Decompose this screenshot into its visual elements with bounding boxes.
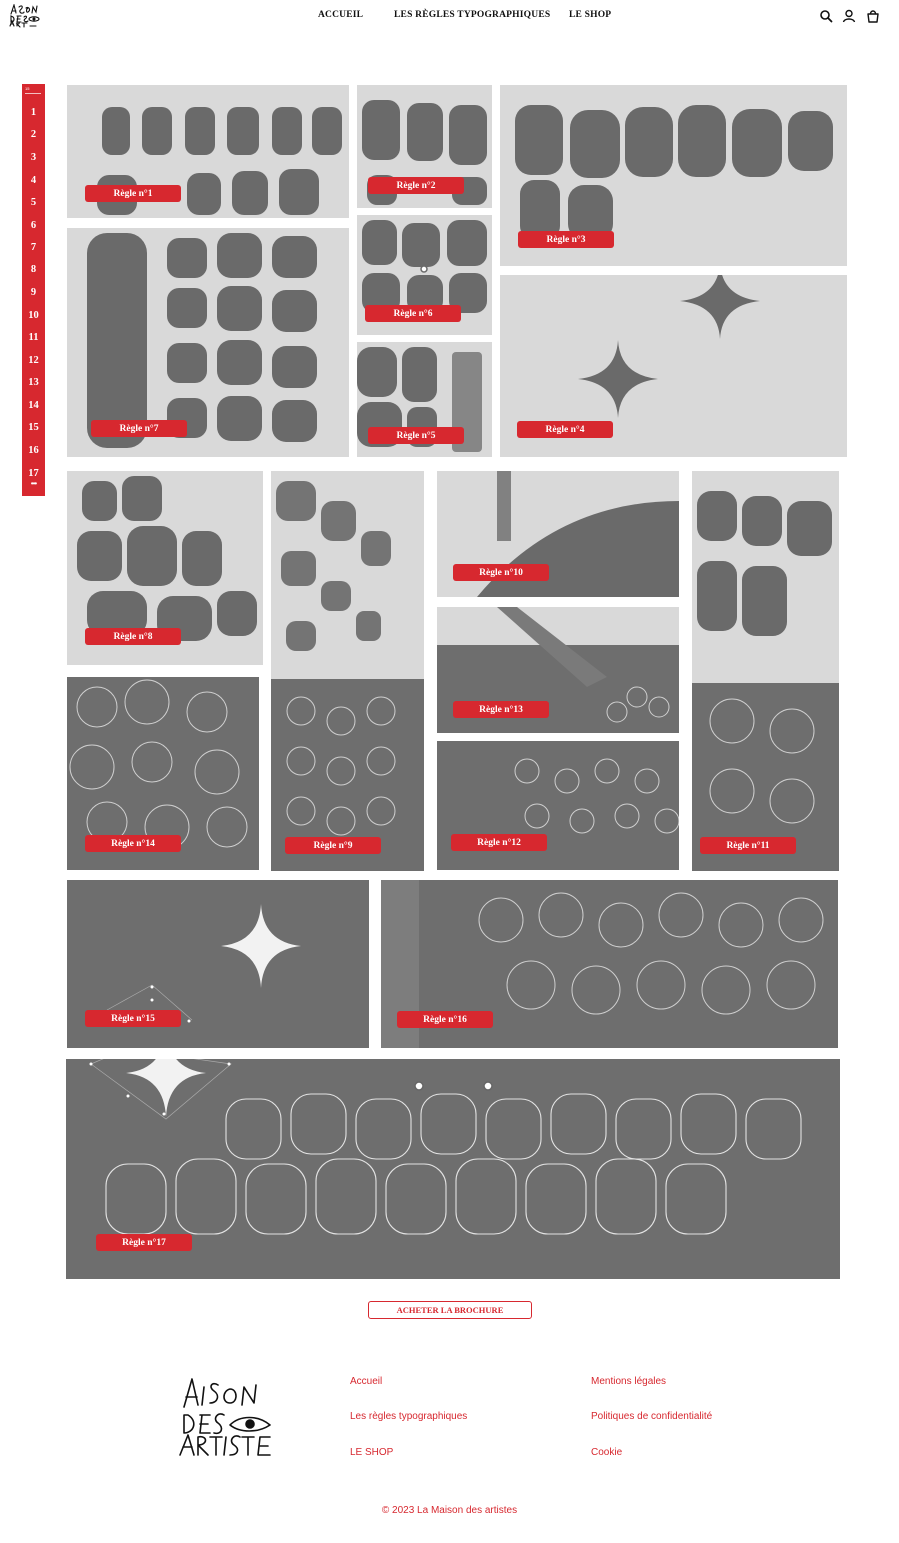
search-icon[interactable] xyxy=(819,9,833,23)
rule-11-artwork xyxy=(692,471,839,871)
side-index-item-16[interactable]: 16 xyxy=(28,445,39,456)
rules-side-index xyxy=(22,84,45,496)
footer-link-accueil[interactable]: Accueil xyxy=(350,1376,383,1387)
footer-link-regles[interactable]: Les règles typographiques xyxy=(350,1411,468,1422)
side-index-item-9[interactable]: 9 xyxy=(30,287,37,298)
buy-brochure-button[interactable]: ACHETER LA BROCHURE xyxy=(368,1301,532,1319)
rule-tile-5[interactable] xyxy=(357,342,492,457)
side-index-item-8[interactable]: 8 xyxy=(30,264,37,275)
rule-15-button[interactable]: Règle n°15 xyxy=(85,1010,181,1027)
rule-7-button[interactable]: Règle n°7 xyxy=(91,420,187,437)
side-index-item-12[interactable]: 12 xyxy=(28,355,39,366)
rule-tile-17[interactable] xyxy=(66,1059,840,1279)
rule-4-button[interactable]: Règle n°4 xyxy=(517,421,613,438)
rule-tile-3[interactable] xyxy=(500,85,847,266)
side-index-item-2[interactable]: 2 xyxy=(30,129,37,140)
side-index-item-14[interactable]: 14 xyxy=(28,400,39,411)
nav-accueil[interactable]: ACCUEIL xyxy=(318,10,364,20)
footer-link-mentions-legales[interactable]: Mentions légales xyxy=(591,1376,667,1387)
cart-icon[interactable] xyxy=(866,9,880,23)
rule-tile-13[interactable] xyxy=(437,607,679,733)
rule-tile-10[interactable] xyxy=(437,471,679,597)
account-icon[interactable] xyxy=(842,9,856,23)
rule-10-button[interactable]: Règle n°10 xyxy=(453,564,549,581)
side-index-item-15[interactable]: 15 xyxy=(28,422,39,433)
rule-11-button[interactable]: Règle n°11 xyxy=(700,837,796,854)
side-index-mini-label: 15 xyxy=(25,86,30,91)
side-index-item-4[interactable]: 4 xyxy=(30,175,37,186)
side-index-more[interactable]: ••• xyxy=(30,479,37,488)
side-index-divider xyxy=(25,93,41,94)
rule-tile-16[interactable] xyxy=(381,880,838,1048)
footer-link-cookie[interactable]: Cookie xyxy=(591,1447,623,1458)
rule-9-artwork xyxy=(271,471,424,871)
side-index-item-3[interactable]: 3 xyxy=(30,152,37,163)
rule-13-button[interactable]: Règle n°13 xyxy=(453,701,549,718)
side-index-item-6[interactable]: 6 xyxy=(30,220,37,231)
rule-12-button[interactable]: Règle n°12 xyxy=(451,834,547,851)
side-index-item-13[interactable]: 13 xyxy=(28,377,39,388)
side-index-item-7[interactable]: 7 xyxy=(30,242,37,253)
rule-tile-8[interactable] xyxy=(67,471,263,665)
rule-9-button[interactable]: Règle n°9 xyxy=(285,837,381,854)
side-index-item-11[interactable]: 11 xyxy=(28,332,39,343)
rule-8-button[interactable]: Règle n°8 xyxy=(85,628,181,645)
nav-le-shop[interactable]: LE SHOP xyxy=(569,10,612,20)
footer-link-shop[interactable]: LE SHOP xyxy=(350,1447,394,1458)
rule-2-button[interactable]: Règle n°2 xyxy=(368,177,464,194)
main-nav xyxy=(0,10,899,24)
rule-tile-6[interactable] xyxy=(357,215,492,335)
rule-tile-7[interactable] xyxy=(67,228,349,457)
footer-link-confidentialite[interactable]: Politiques de confidentialité xyxy=(591,1411,713,1422)
copyright: © 2023 La Maison des artistes xyxy=(381,1505,518,1516)
rule-1-button[interactable]: Règle n°1 xyxy=(85,185,181,202)
nav-regles-typographiques[interactable]: LES RÈGLES TYPOGRAPHIQUES xyxy=(394,10,551,20)
side-index-item-10[interactable]: 10 xyxy=(28,310,39,321)
rule-17-button[interactable]: Règle n°17 xyxy=(96,1234,192,1251)
footer-brand-logo[interactable] xyxy=(178,1377,272,1457)
rule-tile-9[interactable] xyxy=(271,471,424,871)
side-index-item-1[interactable]: 1 xyxy=(30,107,37,118)
rule-tile-2[interactable] xyxy=(357,85,492,208)
rule-tile-1[interactable] xyxy=(67,85,349,218)
rule-tile-14[interactable] xyxy=(67,677,259,870)
rule-tile-15[interactable] xyxy=(67,880,369,1048)
side-index-item-17[interactable]: 17 xyxy=(28,468,39,479)
rule-tile-4[interactable] xyxy=(500,275,847,457)
rule-6-button[interactable]: Règle n°6 xyxy=(365,305,461,322)
rule-tile-12[interactable] xyxy=(437,741,679,870)
rule-3-button[interactable]: Règle n°3 xyxy=(518,231,614,248)
side-index-item-5[interactable]: 5 xyxy=(30,197,37,208)
rule-tile-11[interactable] xyxy=(692,471,839,871)
rule-14-button[interactable]: Règle n°14 xyxy=(85,835,181,852)
rule-16-button[interactable]: Règle n°16 xyxy=(397,1011,493,1028)
rule-5-button[interactable]: Règle n°5 xyxy=(368,427,464,444)
